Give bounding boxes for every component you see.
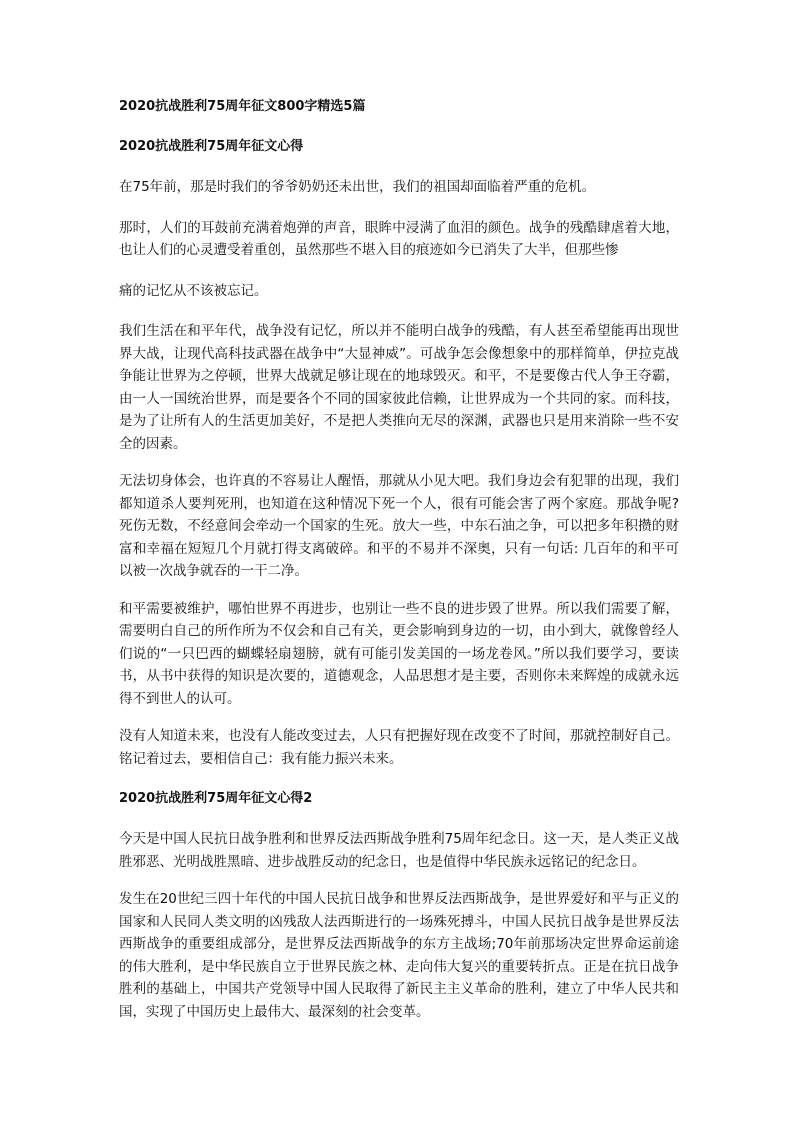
paragraph: 无法切身体会，也许真的不容易让人醒悟，那就从小见大吧。我们身边会有犯罪的出现，我们都知道杀人要判死刑，也知道在这种情况下死一个人，很有可能会害了两个家庭。那战争呢?死伤无数，不经意间会牵动一个国家的生死。放大一些，中东石油之争，可以把多年积攒的财富和幸福在短短几个月就打得支离破碎。和平的不易并不深奥，只有一句话: 几百年的和平可以被一次战争就吞的一干二净。: [119, 473, 679, 579]
paragraph: 我们生活在和平年代，战争没有记忆，所以并不能明白战争的残酷，有人甚至希望能再出现世界大战，让现代高科技武器在战争中“大显神威”。可战争怎会像想象中的那样简单，伊拉克战争能让世界为之停顿，世界大战就足够让现在的地球毁灭。和平，不是要像古代人争王夺霸，由一人一国统治世界，而是要各个不同的国家彼此信赖，让世界成为一个共同的家。而科技，是为了让所有人的生活更加美好，不是把人类推向无尽的深渊，武器也只是用来消除一些不安全的因素。: [119, 323, 679, 452]
section-title-2: 2020抗战胜利75周年征文心得2: [119, 791, 313, 806]
section-title-1: 2020抗战胜利75周年征文心得: [119, 139, 304, 154]
document-content: [119, 96, 679, 1038]
paragraph: 那时，人们的耳鼓前充满着炮弹的声音，眼眸中浸满了血泪的颜色。战争的残酷肆虐着大地，也让人们的心灵遭受着重创，虽然那些不堪入目的痕迹如今已消失了大半，但那些惨: [119, 219, 679, 258]
paragraph: 在75年前，那是时我们的爷爷奶奶还未出世，我们的祖国却面临着严重的危机。: [119, 179, 596, 195]
paragraph: 今天是中国人民抗日战争胜利和世界反法西斯战争胜利75周年纪念日。这一天，是人类正义战胜邪恶、光明战胜黑暗、进步战胜反动的纪念日，也是值得中华民族永远铭记的纪念日。: [119, 831, 679, 870]
paragraph: 痛的记忆从不该被忘记。: [119, 282, 268, 299]
paragraph: 没有人知道未来，也没有人能改变过去，人只有把握好现在改变不了时间，那就控制好自己。铭记着过去，要相信自己：我有能力振兴未来。: [119, 728, 679, 767]
paragraph: 和平需要被维护，哪怕世界不再进步，也别让一些不良的进步毁了世界。所以我们需要了解，需要明白自己的所作所为不仅会和自己有关，更会影响到身边的一切，由小到大，就像曾经人们说的“一只巴西的蝴蝶轻扇翅膀，就有可能引发美国的一场龙卷风。”所以我们要学习，要读书，从书中获得的知识是次要的，道德观念，人品思想才是主要，否则你未来辉煌的成就永远得不到世人的认可。: [119, 600, 679, 707]
main-title: 2020抗战胜利75周年征文800字精选5篇: [119, 99, 366, 114]
paragraph: 发生在20世纪三四十年代的中国人民抗日战争和世界反法西斯战争，是世界爱好和平与正义的国家和人民同人类文明的凶残敌人法西斯进行的一场殊死搏斗，中国人民抗日战争是世界反法西斯战争的重要组成部分，是世界反法西斯战争的东方主战场;70年前那场决定世界命运前途的伟大胜利，是中华民族自立于世界民族之林、走向伟大复兴的重要转折点。正是在抗日战争胜利的基础上，中国共产党领导中国人民取得了新民主主义革命的胜利，建立了中华人民共和国，实现了中国历史上最伟大、最深刻的社会变革。: [119, 891, 679, 1020]
